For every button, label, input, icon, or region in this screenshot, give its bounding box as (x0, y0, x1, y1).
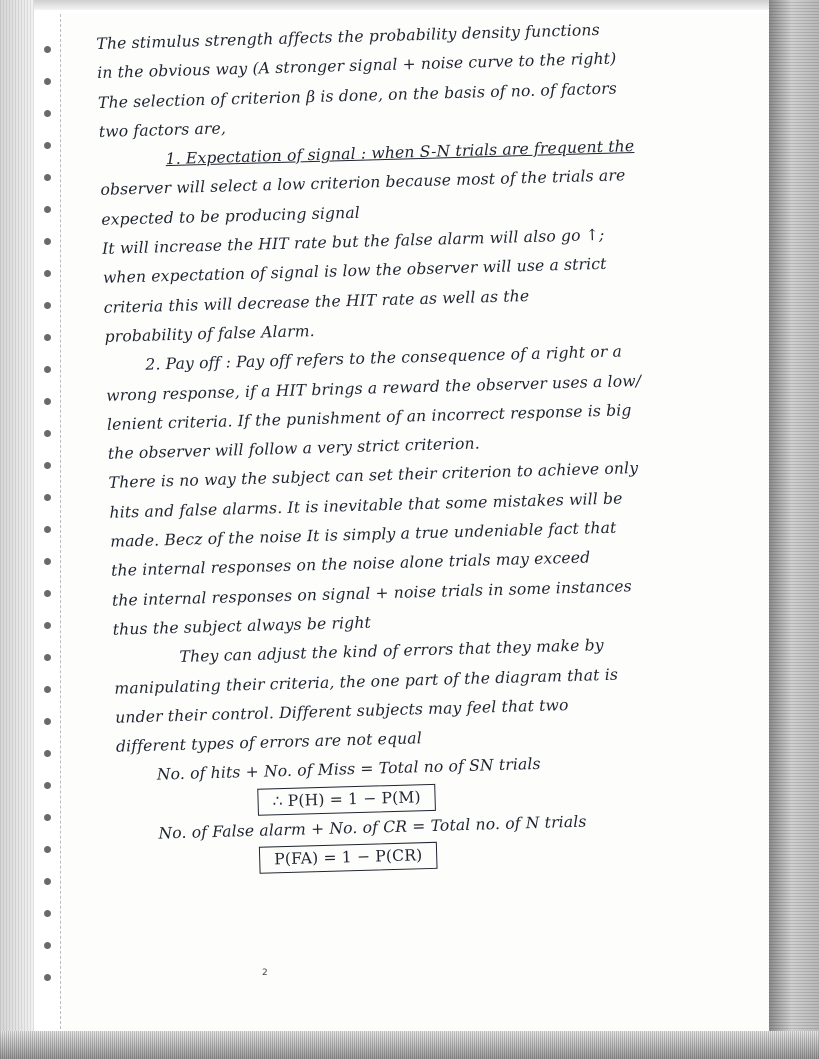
binding-hole (44, 654, 51, 661)
note-line: wrong response, if a HIT brings a reward the observer uses a low/ (105, 371, 642, 405)
binding-hole (44, 782, 51, 789)
note-line: hits and false alarms. It is inevitable that some mistakes will be (109, 489, 623, 522)
note-line: expected to be producing signal (101, 203, 361, 229)
binding-hole (44, 718, 51, 725)
boxed-formula-pfa: P(FA) = 1 − P(CR) (259, 842, 438, 874)
section-heading-expectation: 1. Expectation of signal : when S-N trials are frequent the (165, 137, 635, 169)
binding-hole (44, 206, 51, 213)
formula-fa-cr: No. of False alarm + No. of CR = Total no. of N trials (158, 812, 587, 843)
binding-hole (44, 590, 51, 597)
note-line: The stimulus strength affects the probability density functions (96, 20, 601, 53)
binding-hole (44, 46, 51, 53)
scan-top-edge (0, 0, 819, 10)
note-line: lenient criteria. If the punishment of an incorrect response is big (106, 401, 632, 434)
note-line: in the obvious way (A stronger signal + noise curve to the right) (96, 49, 617, 83)
binding-hole (44, 238, 51, 245)
note-line: It will increase the HIT rate but the false alarm will also go ↑; (101, 225, 605, 258)
binding-holes (40, 40, 58, 1020)
page-mark: 2 (262, 968, 268, 978)
binding-hole (44, 142, 51, 149)
note-line: The selection of criterion β is done, on the basis of no. of factors (97, 79, 618, 112)
note-line: There is no way the subject can set their criterion to achieve only (108, 459, 639, 493)
binding-hole (44, 814, 51, 821)
handwritten-notes (96, 12, 755, 879)
binding-hole (44, 622, 51, 629)
binding-hole (44, 334, 51, 341)
page-margin-line (60, 14, 61, 1034)
binding-hole (44, 174, 51, 181)
formula-hits-misses: No. of hits + No. of Miss = Total no of SN trials (156, 755, 541, 785)
binding-hole (44, 910, 51, 917)
binding-hole (44, 302, 51, 309)
note-line: two factors are, (98, 119, 227, 141)
note-line: They can adjust the kind of errors that they make by (179, 636, 604, 667)
binding-hole (44, 270, 51, 277)
note-line: the observer will follow a very strict criterion. (107, 434, 481, 463)
note-line: manipulating their criteria, the one part of the diagram that is (114, 665, 619, 698)
binding-hole (44, 974, 51, 981)
note-line: probability of false Alarm. (104, 321, 315, 346)
binding-hole (44, 526, 51, 533)
scan-left-edge (0, 0, 34, 1059)
binding-hole (44, 558, 51, 565)
binding-hole (44, 846, 51, 853)
binding-hole (44, 462, 51, 469)
binding-hole (44, 110, 51, 117)
note-line: under their control. Different subjects may feel that two (114, 695, 569, 727)
note-line: different types of errors are not equal (115, 729, 423, 756)
note-line: observer will select a low criterion because most of the trials are (100, 166, 626, 200)
scan-bottom-edge (0, 1031, 819, 1059)
binding-hole (44, 430, 51, 437)
binding-hole (44, 494, 51, 501)
note-line: made. Becz of the noise It is simply a true undeniable fact that (110, 518, 617, 551)
binding-hole (44, 686, 51, 693)
scan-right-edge (769, 0, 819, 1059)
binding-hole (44, 942, 51, 949)
binding-hole (44, 78, 51, 85)
binding-hole (44, 366, 51, 373)
note-line: the internal responses on the noise alone trials may exceed (110, 548, 591, 581)
section-heading-payoff: 2. Pay off : Pay off refers to the consequence of a right or a (145, 342, 623, 375)
binding-hole (44, 750, 51, 757)
note-line: when expectation of signal is low the observer will use a strict (102, 255, 607, 288)
binding-hole (44, 398, 51, 405)
note-line: thus the subject always be right (112, 613, 372, 639)
boxed-formula-ph: ∴ P(H) = 1 − P(M) (257, 784, 436, 816)
note-line: the internal responses on signal + noise trials in some instances (111, 576, 632, 610)
binding-hole (44, 878, 51, 885)
note-line: criteria this will decrease the HIT rate as well as the (103, 286, 530, 317)
